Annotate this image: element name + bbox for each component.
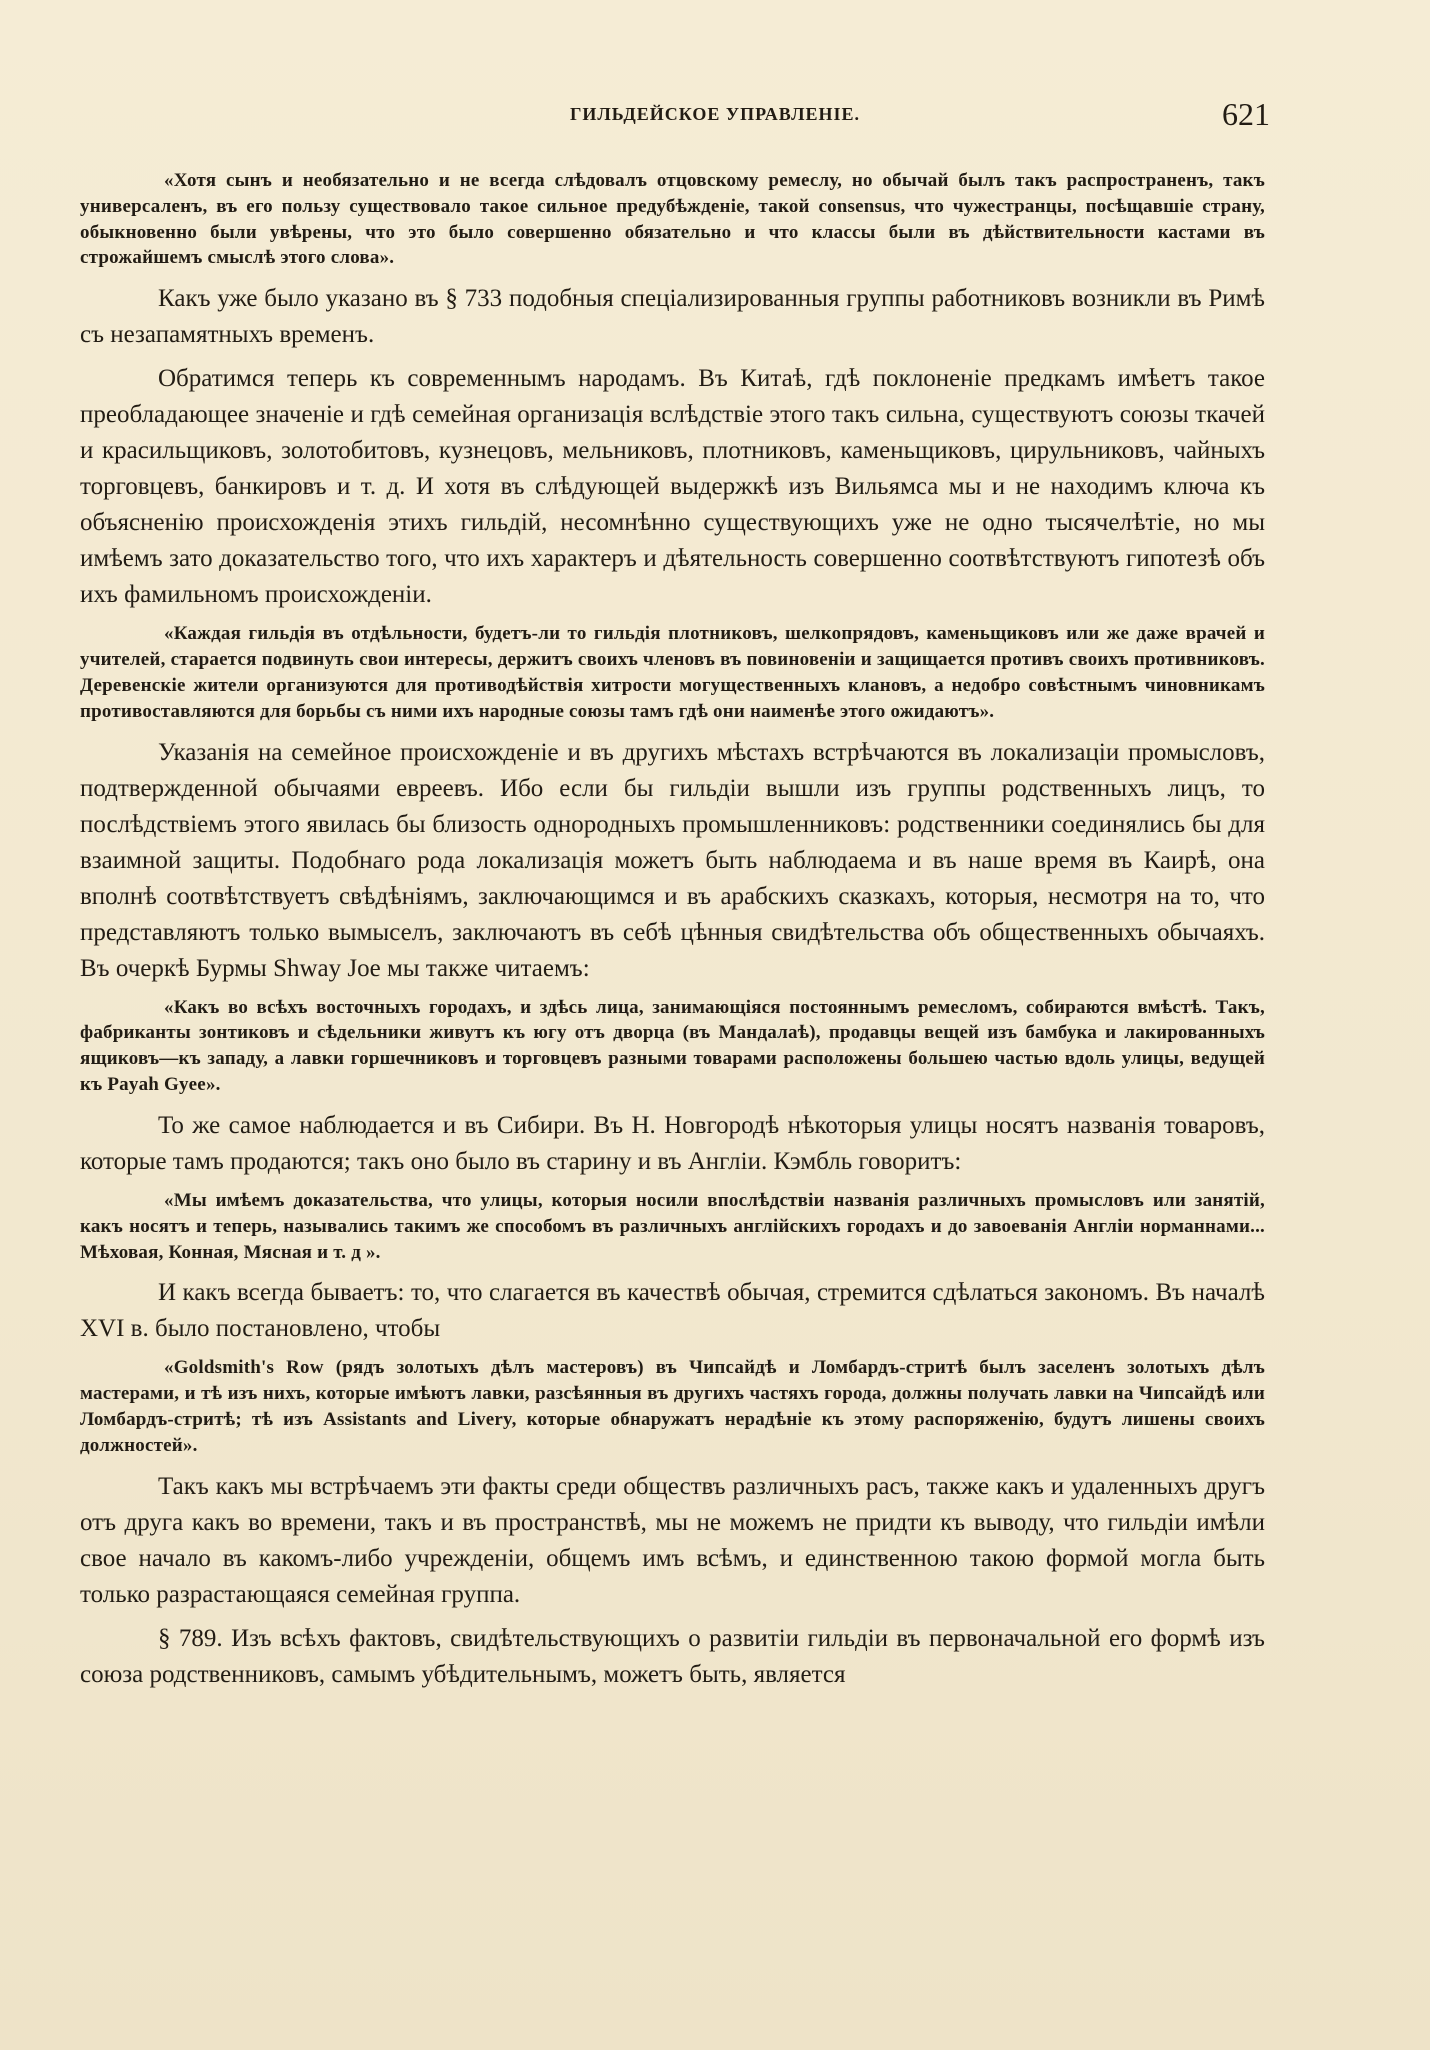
quote-block: «Какъ во всѣхъ восточныхъ городахъ, и здѣсь лица, занимающіяся постояннымъ ремесломъ, собираются вмѣстѣ. Такъ, фабриканты зонтиковъ и сѣдельники живутъ къ югу отъ дворца (въ Мандалаѣ), продавцы вещей изъ бамбука и лакированныхъ ящиковъ—къ западу, а лавки горшечниковъ и торговцевъ разными товарами расположены большею частью вдоль улицы, ведущей къ Payah Gyee». [80, 996, 1265, 1096]
paragraph: То же самое наблюдается и въ Сибири. Въ Н. Новгородѣ нѣкоторыя улицы носятъ названія товаровъ, которые тамъ продаются; такъ оно было въ старину и въ Англіи. Кэмбль говоритъ: [80, 1111, 1265, 1175]
paragraph: Какъ уже было указано въ § 733 подобныя спеціализированныя группы работниковъ возникли въ Римѣ съ незапамятныхъ временъ. [80, 285, 1265, 349]
quote-block: «Goldsmith's Row (рядъ золотыхъ дѣлъ мастеровъ) въ Чипсайдѣ и Ломбардъ-стритѣ былъ заселенъ золотыхъ дѣлъ мастерами, и тѣ изъ нихъ, которые имѣютъ лавки, разсѣянныя въ другихъ частяхъ города, должны получать лавки на Чипсайдѣ или Ломбардъ-стритѣ; тѣ изъ Assistants and Livery, которые обнаружатъ нерадѣніе къ этому распоряженію, будутъ лишены своихъ должностей». [80, 1357, 1265, 1456]
page-number: 621 [1222, 96, 1270, 132]
paragraph: И какъ всегда бываетъ: то, что слагается въ качествѣ обычая, стремится сдѣлаться закономъ. Въ началѣ XVI в. было постановлено, чтобы [80, 1279, 1265, 1343]
page-header [160, 96, 1270, 136]
quote-block: «Хотя сынъ и необязательно и не всегда слѣдовалъ отцовскому ремеслу, но обычай былъ такъ распространенъ, такъ универсаленъ, въ его пользу существовало такое сильное предубѣжденіе, такой consensus, что чужестранцы, посѣщавшіе страну, обыкновенно были увѣрены, что это было совершенно обязательно и что классы были въ дѣйствительности кастами въ строжайшемъ смыслѣ этого слова». [80, 170, 1265, 269]
quote-block: «Мы имѣемъ доказательства, что улицы, которыя носили впослѣдствіи названія различныхъ промысловъ или занятій, какъ носятъ и теперь, назывались такимъ же способомъ въ различныхъ англійскихъ городахъ и до завоеванія Англіи норманнами... Мѣховая, Конная, Мясная и т. д ». [80, 1189, 1265, 1263]
paragraph: Указанія на семейное происхожденіе и въ другихъ мѣстахъ встрѣчаются въ локализаціи промысловъ, подтвержденной обычаями евреевъ. Ибо если бы гильдіи вышли изъ группы родственныхъ лицъ, то послѣдствіемъ этого явилась бы близость однородныхъ промышленниковъ: родственники соединялись бы для взаимной защиты. Подобнаго рода локализація можетъ быть наблюдаема и въ наше время въ Каирѣ, она вполнѣ соотвѣтствуетъ свѣдѣніямъ, заключающимся и въ арабскихъ сказкахъ, которыя, несмотря на то, что представляютъ только вымыселъ, заключаютъ въ себѣ цѣнныя свидѣтельства объ общественныхъ обычаяхъ. Въ очеркѣ Бурмы Shway Joe мы также читаемъ: [80, 738, 1265, 982]
quote-block: «Каждая гильдія въ отдѣльности, будетъ-ли то гильдія плотниковъ, шелкопрядовъ, каменьщиковъ или же даже врачей и учителей, старается подвинуть свои интересы, держитъ своихъ членовъ въ повиновеніи и защищается противъ своихъ противниковъ. Деревенскіе жители организуются для противодѣйствія хитрости могущественныхъ клановъ, а недобро совѣстнымъ чиновникамъ противоставляются для борьбы съ ними ихъ народные союзы тамъ гдѣ они наименѣе этого ожидаютъ». [80, 623, 1265, 722]
running-title: ГИЛЬДЕЙСКОЕ УПРАВЛЕНІЕ. [569, 104, 861, 124]
paragraph: Обратимся теперь къ современнымъ народамъ. Въ Китаѣ, гдѣ поклоненіе предкамъ имѣетъ такое преобладающее значеніе и гдѣ семейная организація вслѣдствіе этого такъ сильна, существуютъ союзы ткачей и красильщиковъ, золотобитовъ, кузнецовъ, мельниковъ, плотниковъ, каменьщиковъ, цирульниковъ, чайныхъ торговцевъ, банкировъ и т. д. И хотя въ слѣдующей выдержкѣ изъ Вильямса мы и не находимъ ключа къ объясненію происхожденія этихъ гильдій, несомнѣнно существующихъ уже не одно тысячелѣтіе, но мы имѣемъ зато доказательство того, что ихъ характеръ и дѣятельность совершенно соотвѣтствуютъ гипотезѣ объ ихъ фамильномъ происхожденіи. [80, 365, 1265, 609]
paragraph: § 789. Изъ всѣхъ фактовъ, свидѣтельствующихъ о развитіи гильдіи въ первоначальной его формѣ изъ союза родственниковъ, самымъ убѣдительнымъ, можетъ быть, является [80, 1624, 1265, 1688]
paragraph: Такъ какъ мы встрѣчаемъ эти факты среди обществъ различныхъ расъ, также какъ и удаленныхъ другъ отъ друга какъ во времени, такъ и въ пространствѣ, мы не можемъ не придти къ выводу, что гильдіи имѣли свое начало въ какомъ-либо учрежденіи, общемъ имъ всѣмъ, и единственною такою формой могла быть только разрастающаяся семейная группа. [80, 1472, 1265, 1608]
page-body [80, 168, 1265, 1701]
